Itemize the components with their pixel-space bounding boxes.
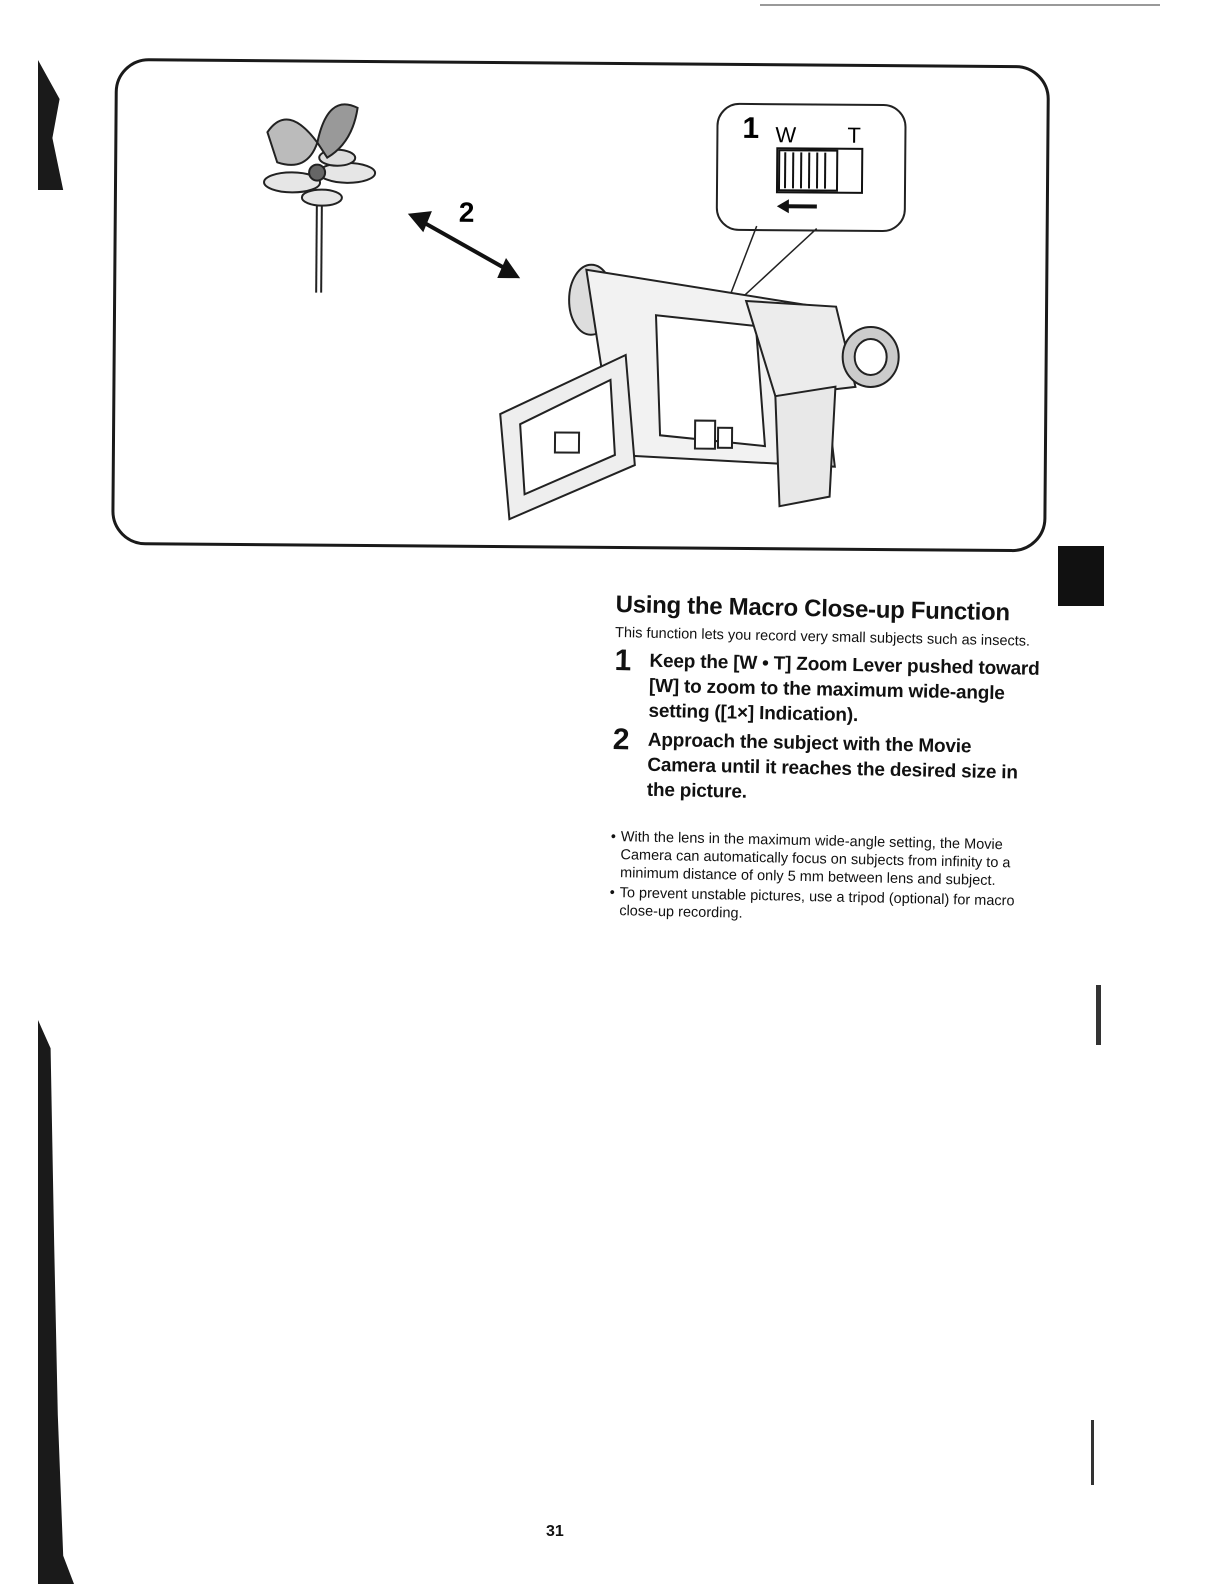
scan-edge-top: [38, 60, 74, 190]
section-tab-marker: [1058, 546, 1104, 606]
scan-top-line: [760, 4, 1160, 6]
callout-step-1: 1: [742, 111, 760, 146]
scan-edge-bottom: [38, 1020, 74, 1584]
intro-text: This function lets you record very small subjects such as insects.: [614, 624, 1031, 650]
macro-illustration: [114, 61, 1053, 555]
main-content: [609, 590, 1046, 931]
notes-list: [609, 828, 1041, 929]
zoom-label-wide: W: [775, 122, 797, 148]
flower-butterfly-icon: [263, 104, 375, 293]
zoom-lever-icon: [777, 148, 862, 193]
step-text: Keep the [W • T] Zoom Lever pushed toward [W] to zoom to the maximum wide-angle setting ([1×] Indication).: [648, 650, 1040, 727]
margin-mark-lower: [1091, 1420, 1094, 1485]
illustration-panel: [111, 58, 1050, 552]
step-text: Approach the subject with the Movie Camera until it reaches the desired size in the picture.: [646, 729, 1018, 803]
margin-mark-upper: [1096, 985, 1101, 1045]
step-number: 1: [614, 643, 632, 678]
section-title: Using the Macro Close-up Function: [615, 590, 1011, 627]
camcorder-icon: [499, 264, 899, 522]
callout-step-2: 2: [458, 196, 475, 228]
step-number: 2: [612, 722, 630, 757]
note-item: • With the lens in the maximum wide-angle setting, the Movie Camera can automatically focus on subjects from infinity to a minimum distance of only 5 mm between lens and subject.: [610, 828, 1041, 891]
step-item: [613, 643, 1044, 732]
note-item: • To prevent unstable pictures, use a tripod (optional) for macro close-up recording.: [609, 884, 1040, 929]
page-number: 31: [546, 1523, 564, 1540]
zoom-label-tele: T: [847, 122, 861, 148]
step-item: [612, 722, 1043, 811]
